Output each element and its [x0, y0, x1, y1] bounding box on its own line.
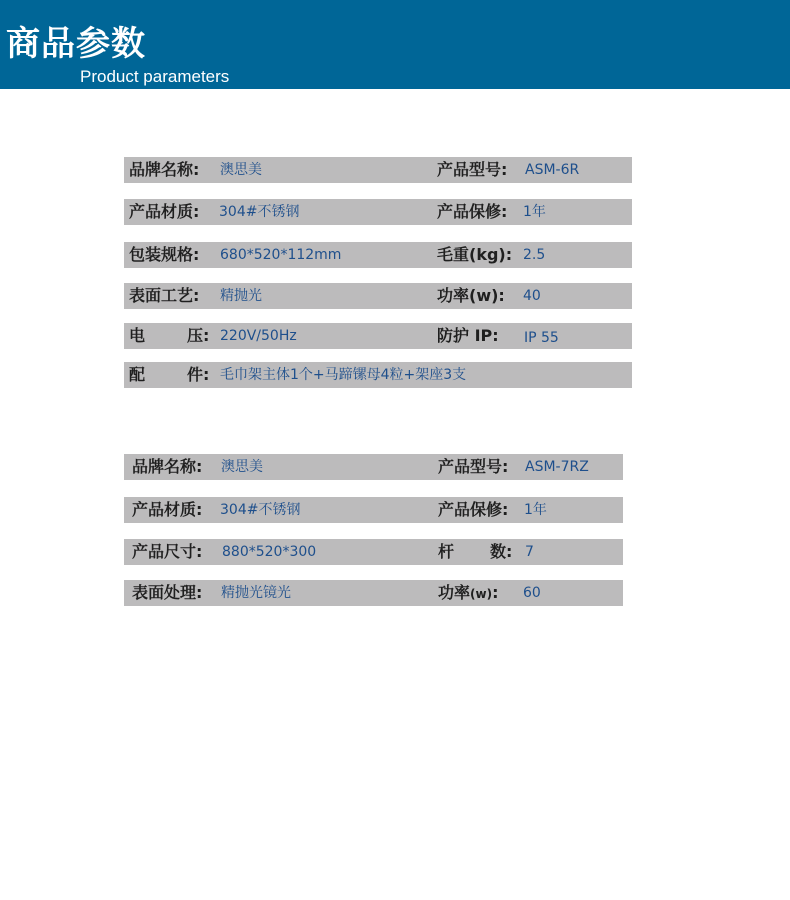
- spec-row-package-weight-1: [124, 242, 632, 268]
- model-value: ASM-6R: [525, 162, 580, 178]
- spec-row-brand-model-2: [124, 454, 623, 480]
- spec-row-brand-model-1: [124, 157, 632, 183]
- brand-value: 澳思美: [220, 162, 262, 178]
- gross-weight-label: 毛重(kg):: [437, 245, 513, 264]
- accessories-label-char-1: 配: [129, 365, 146, 384]
- power-label-main-2: 功率: [438, 583, 471, 602]
- warranty-label-2: 产品保修:: [438, 500, 509, 519]
- material-label: 产品材质:: [129, 202, 200, 221]
- material-label-2: 产品材质:: [132, 500, 203, 519]
- protection-label: 防护 IP:: [437, 326, 499, 345]
- bars-label-char-1: 杆: [438, 542, 455, 561]
- spec-row-material-warranty-1: [124, 199, 632, 225]
- voltage-label-char-2: 压:: [187, 326, 210, 345]
- voltage-label: [129, 323, 209, 349]
- power-value-2: 60: [523, 585, 541, 601]
- accessories-value: 毛巾架主体1个+马蹄镙母4粒+架座3支: [220, 367, 467, 383]
- page-subtitle: Product parameters: [80, 67, 230, 86]
- brand-value-2: 澳思美: [221, 459, 263, 475]
- brand-label-2: 品牌名称:: [132, 457, 203, 476]
- spec-row-size-bars-2: [124, 539, 623, 565]
- material-value-2: 304#不锈钢: [220, 502, 301, 518]
- spec-row-surface-power-2: [124, 580, 623, 606]
- package-spec-label: 包装规格:: [129, 245, 200, 264]
- warranty-value-2: 1年: [524, 502, 547, 518]
- spec-row-surface-power-1: [124, 283, 632, 309]
- page-title: 商品参数: [6, 24, 146, 64]
- size-label-2: 产品尺寸:: [132, 542, 203, 561]
- power-label-unit-2: (w): [470, 587, 493, 601]
- package-spec-value: 680*520*112mm: [220, 247, 342, 263]
- model-value-2: ASM-7RZ: [525, 459, 589, 475]
- spec-row-accessories-1: [124, 362, 632, 388]
- power-value: 40: [523, 288, 541, 304]
- power-label-2: [438, 580, 498, 606]
- surface-label-2: 表面处理:: [132, 583, 203, 602]
- gross-weight-value: 2.5: [523, 247, 546, 263]
- protection-value: IP 55: [524, 330, 559, 346]
- accessories-label: [129, 362, 209, 388]
- bars-value-2: 7: [525, 544, 534, 560]
- warranty-label: 产品保修:: [437, 202, 508, 221]
- voltage-value: 220V/50Hz: [220, 328, 297, 344]
- surface-value-2: 精抛光镜光: [221, 585, 291, 601]
- power-label: 功率(w):: [437, 286, 505, 305]
- model-label-2: 产品型号:: [438, 457, 509, 476]
- spec-row-voltage-protection-1: [124, 323, 632, 349]
- brand-label: 品牌名称:: [129, 160, 200, 179]
- accessories-label-char-2: 件:: [187, 365, 210, 384]
- model-label: 产品型号:: [437, 160, 508, 179]
- size-value-2: 880*520*300: [222, 544, 317, 560]
- bars-label-char-2: 数:: [490, 542, 513, 561]
- spec-row-material-warranty-2: [124, 497, 623, 523]
- surface-value: 精抛光: [220, 288, 262, 304]
- voltage-label-char-1: 电: [129, 326, 146, 345]
- power-label-colon-2: :: [492, 583, 499, 602]
- warranty-value: 1年: [523, 204, 546, 220]
- bars-label-2: [438, 539, 512, 565]
- surface-label: 表面工艺:: [129, 286, 200, 305]
- material-value: 304#不锈钢: [219, 204, 300, 220]
